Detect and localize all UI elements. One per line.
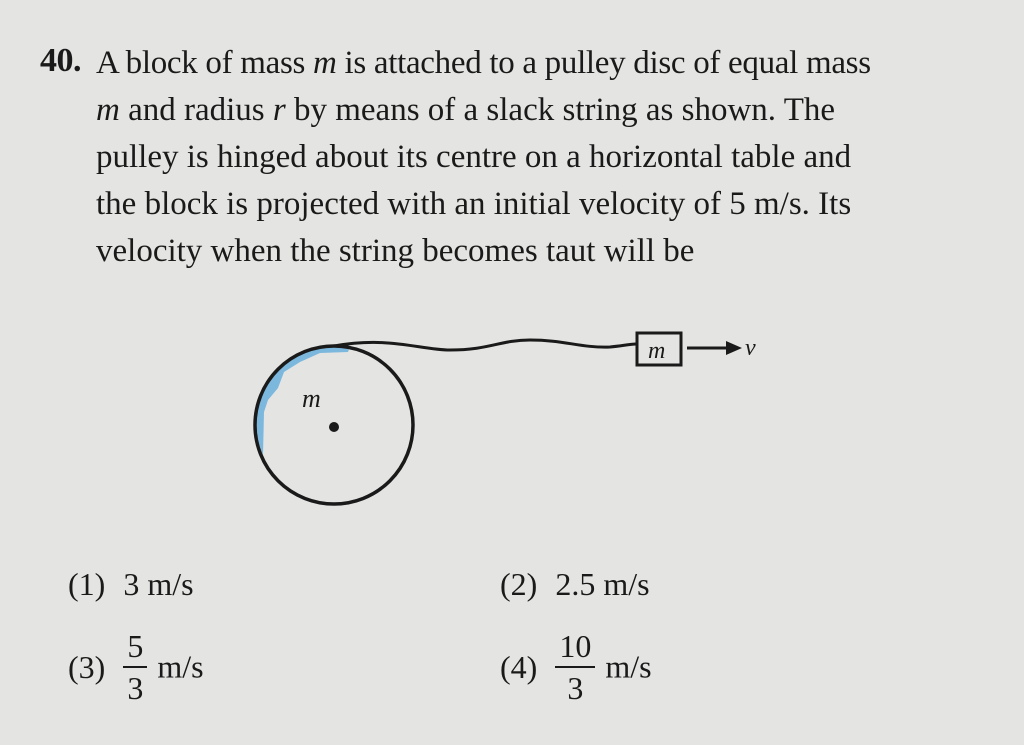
option-4-numerator: 10 <box>555 630 595 668</box>
option-4-unit: m/s <box>605 648 652 685</box>
option-4[interactable] <box>500 630 652 704</box>
option-3-number: (3) <box>68 648 106 685</box>
block-mass-label: m <box>648 338 666 364</box>
velocity-arrowhead <box>726 341 742 355</box>
option-2-text: 2.5 m/s <box>555 566 650 602</box>
option-1-number: (1) <box>68 566 106 602</box>
option-2[interactable] <box>500 566 650 603</box>
question-line-4: the block is projected with an initial velocity of 5 m/s. Its <box>96 186 852 222</box>
option-4-number: (4) <box>500 648 538 685</box>
velocity-label: v <box>745 335 756 361</box>
option-2-number: (2) <box>500 566 538 602</box>
option-3-denominator: 3 <box>127 670 144 706</box>
question-line-3: pulley is hinged about its centre on a horizontal table and <box>96 139 852 175</box>
disc-mass-label: m <box>302 384 321 413</box>
option-3-unit: m/s <box>157 648 204 685</box>
option-4-denominator: 3 <box>567 670 584 706</box>
question-line-5: velocity when the string becomes taut will be <box>96 233 695 269</box>
option-1[interactable] <box>68 566 194 603</box>
question-number: 40. <box>40 42 81 79</box>
question-line-1: A block of mass m is attached to a pulley disc of equal mass <box>96 45 871 81</box>
question-line-2: m and radius r by means of a slack string as shown. The <box>96 92 836 128</box>
option-1-text: 3 m/s <box>123 566 194 602</box>
slack-string <box>334 340 637 350</box>
option-4-fraction <box>555 630 595 704</box>
disc-centre-hinge <box>329 422 339 432</box>
option-3-fraction <box>123 630 147 704</box>
option-3[interactable] <box>68 630 204 704</box>
option-3-numerator: 5 <box>123 630 147 668</box>
